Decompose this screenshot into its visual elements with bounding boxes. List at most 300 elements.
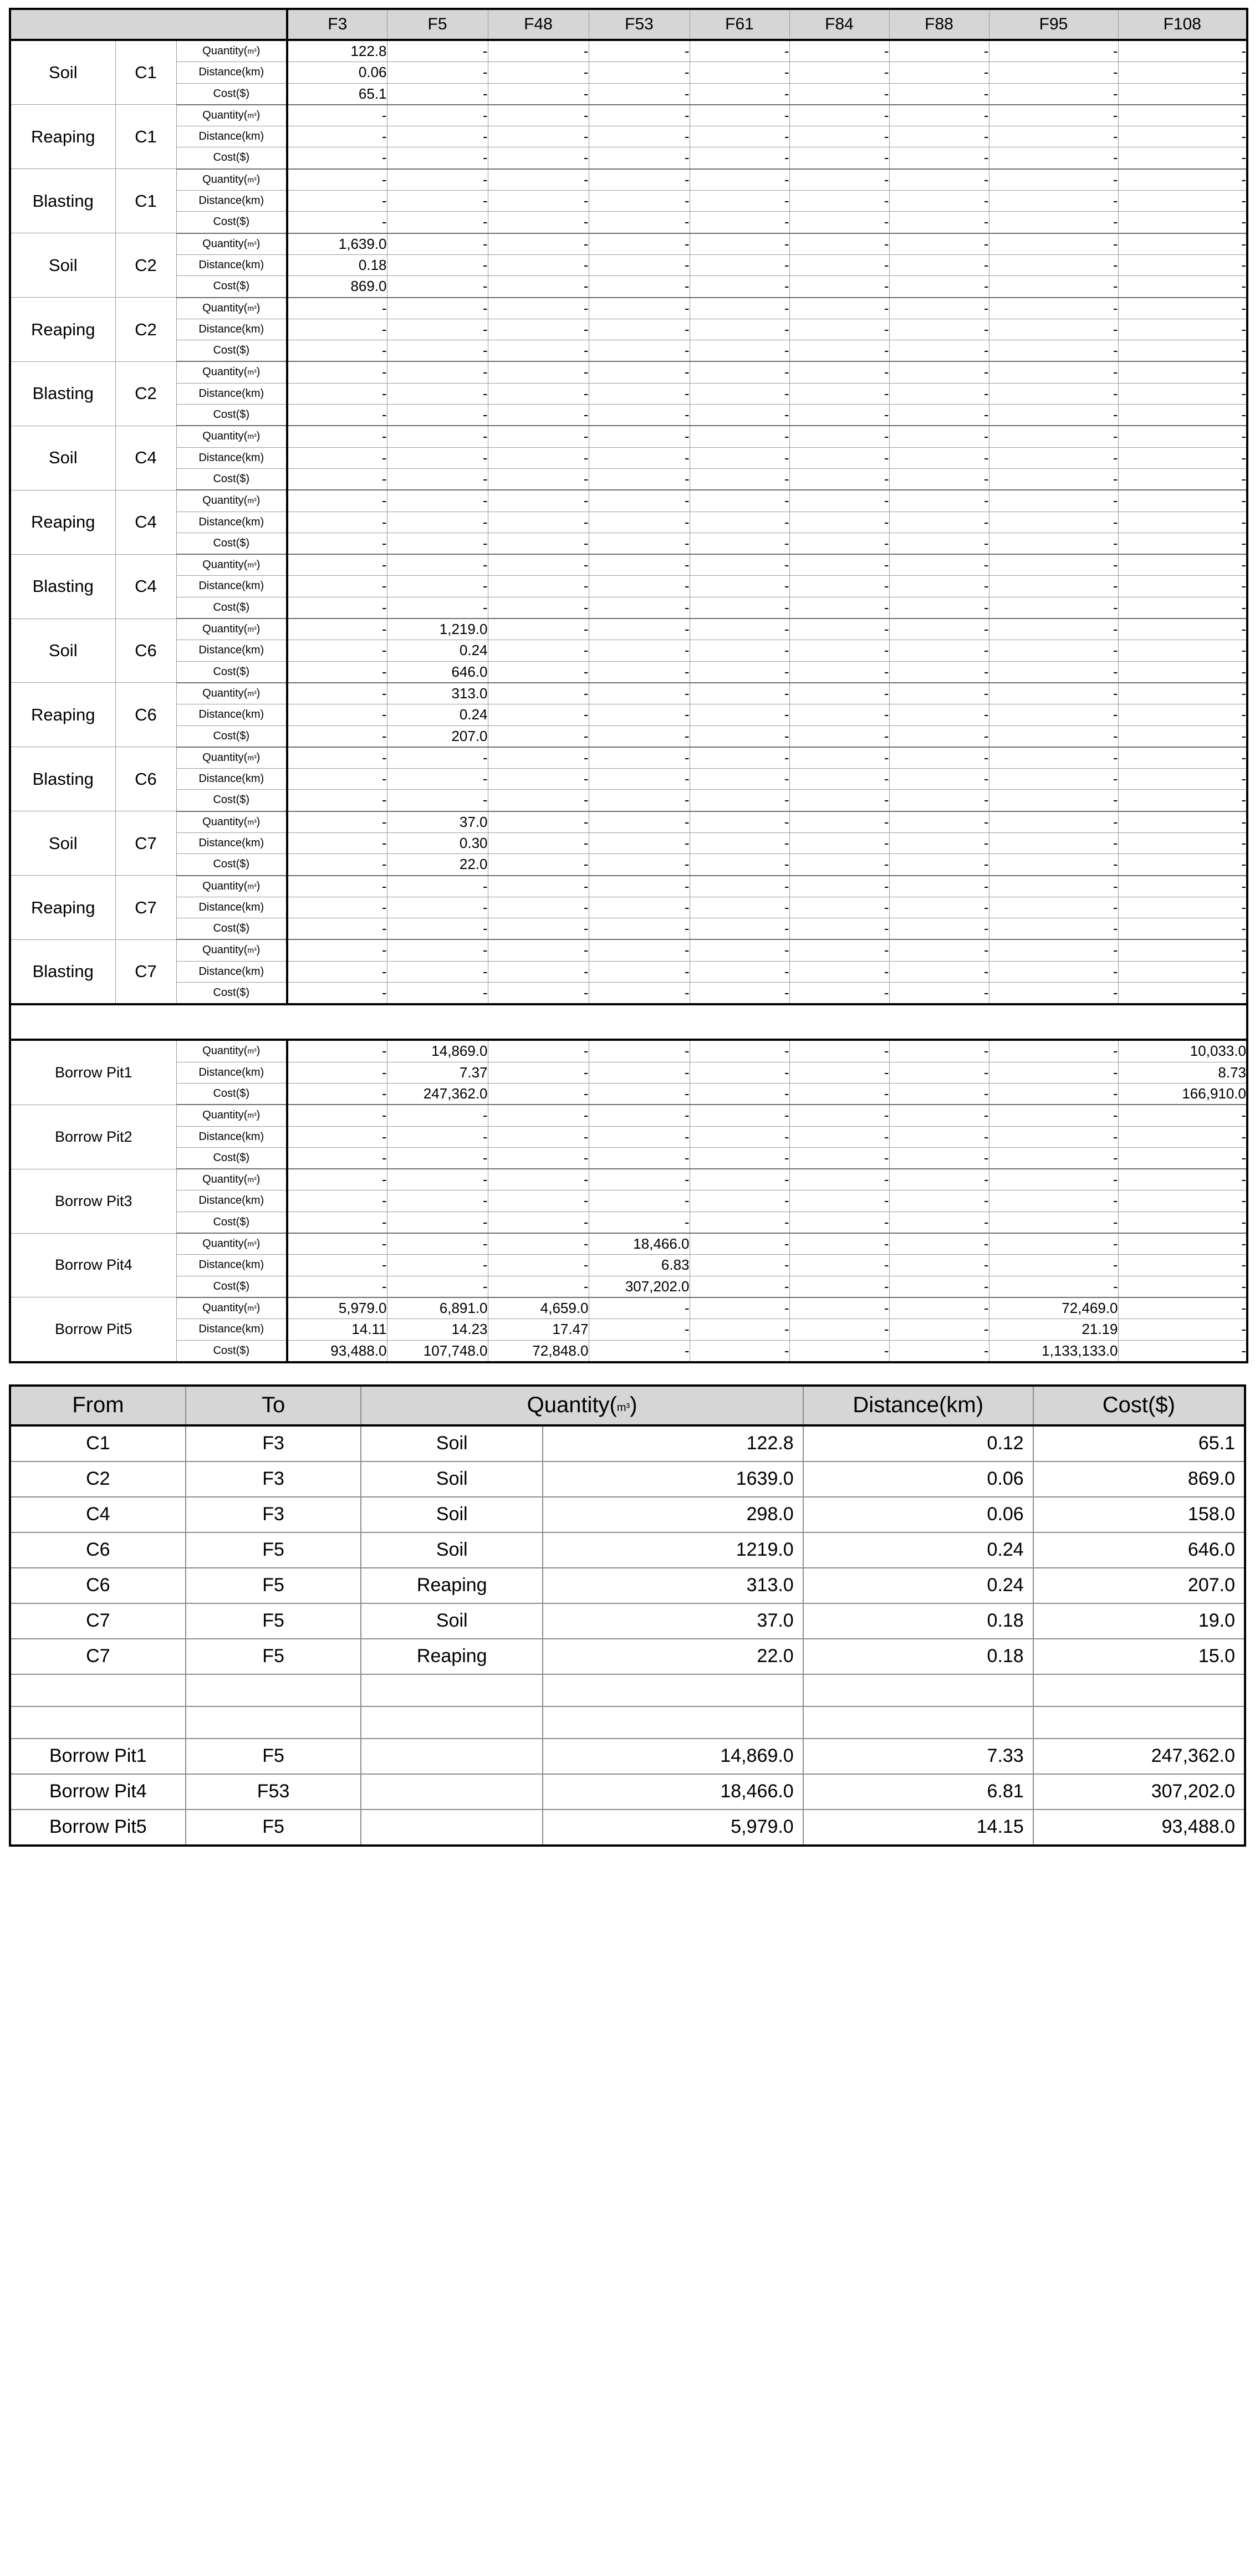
matrix-cell-f53: -	[589, 298, 690, 319]
matrix-row	[10, 1340, 1247, 1362]
matrix-cell-f3: 0.06	[287, 62, 387, 83]
matrix-cell-f88: -	[889, 939, 989, 961]
matrix-cell-f95: -	[989, 983, 1118, 1005]
matrix-cell-f48: -	[488, 747, 589, 769]
matrix-cell-f53: 307,202.0	[589, 1276, 690, 1297]
matrix-cell-f61: -	[690, 832, 789, 853]
matrix-header	[10, 9, 1247, 40]
matrix-cell-f95: -	[989, 1276, 1118, 1297]
summary-cell-material: Soil	[361, 1425, 543, 1461]
matrix-row	[10, 1169, 1247, 1190]
borrow-pit-name-cell: Borrow Pit3	[10, 1169, 176, 1233]
summary-row	[10, 1674, 1245, 1706]
matrix-cell-f53: -	[589, 361, 690, 383]
borrow-pit-name-cell: Borrow Pit2	[10, 1105, 176, 1169]
matrix-cell-f95: -	[989, 725, 1118, 747]
matrix-cell-f108: -	[1118, 1212, 1247, 1233]
matrix-cell-f108: 10,033.0	[1118, 1040, 1247, 1062]
matrix-cell-f88: -	[889, 1147, 989, 1169]
matrix-cell-f61: -	[690, 790, 789, 811]
matrix-cell-f5: -	[387, 533, 488, 554]
metric-label-distance: Distance(km)	[176, 126, 287, 147]
quantity-text: Quantity(	[202, 301, 248, 314]
matrix-cell-f53: -	[589, 405, 690, 426]
matrix-cell-f95: -	[989, 640, 1118, 661]
matrix-cell-f3: -	[287, 490, 387, 512]
quantity-close: )	[256, 109, 261, 121]
matrix-cell-f53: -	[589, 40, 690, 62]
quantity-close: )	[256, 944, 261, 957]
matrix-cell-f84: -	[789, 383, 889, 404]
matrix-cell-f84: -	[789, 704, 889, 725]
matrix-cell-f5: -	[387, 468, 488, 490]
matrix-row	[10, 1233, 1247, 1255]
matrix-cell-f48: -	[488, 468, 589, 490]
quantity-close: )	[256, 687, 261, 699]
matrix-cell-f108: -	[1118, 276, 1247, 298]
metric-label-quantity	[176, 811, 287, 833]
matrix-cell-f3: 93,488.0	[287, 1340, 387, 1362]
matrix-cell-f95: 21.19	[989, 1319, 1118, 1340]
summary-cell-distance: 14.15	[803, 1810, 1033, 1846]
matrix-cell-f61: -	[690, 769, 789, 790]
summary-header-row	[10, 1386, 1245, 1425]
table-gap-spacer	[9, 1363, 1246, 1379]
matrix-cell-f3: -	[287, 169, 387, 191]
matrix-cell-f53: -	[589, 276, 690, 298]
matrix-cell-f53: -	[589, 1297, 690, 1319]
metric-label-quantity	[176, 939, 287, 961]
matrix-cell-f3: -	[287, 554, 387, 576]
matrix-cell-f95: -	[989, 105, 1118, 126]
quantity-text: Quantity(	[202, 751, 248, 764]
matrix-cell-f5: -	[387, 983, 488, 1005]
summary-cell-from: C7	[10, 1603, 186, 1639]
matrix-cell-f84: -	[789, 191, 889, 212]
matrix-cell-f108: -	[1118, 1169, 1247, 1190]
quantity-text: Quantity(	[202, 430, 248, 443]
matrix-row	[10, 1147, 1247, 1169]
matrix-cell-f53: -	[589, 661, 690, 683]
matrix-cell-f48: -	[488, 147, 589, 169]
matrix-cell-f95: -	[989, 1233, 1118, 1255]
metric-label-quantity	[176, 105, 287, 126]
matrix-cell-f84: -	[789, 298, 889, 319]
quantity-unit: m³	[247, 1239, 257, 1249]
quantity-close: )	[256, 1173, 261, 1186]
matrix-cell-f48: -	[488, 254, 589, 275]
metric-label-cost: Cost($)	[176, 597, 287, 619]
matrix-cell-f61: -	[690, 1190, 789, 1212]
matrix-cell-f5: -	[387, 447, 488, 468]
matrix-cell-f53: -	[589, 1169, 690, 1190]
matrix-cell-f95: -	[989, 512, 1118, 533]
metric-label-quantity	[176, 1040, 287, 1062]
matrix-row	[10, 597, 1247, 619]
matrix-cell-f48: 4,659.0	[488, 1297, 589, 1319]
matrix-cell-f3: 0.18	[287, 254, 387, 275]
matrix-row	[10, 576, 1247, 597]
matrix-cell-f48: -	[488, 939, 589, 961]
metric-label-distance: Distance(km)	[176, 769, 287, 790]
matrix-cell-f84: -	[789, 361, 889, 383]
matrix-cell-f48: -	[488, 512, 589, 533]
cut-code-cell: C7	[115, 811, 176, 876]
matrix-cell-f5: 22.0	[387, 854, 488, 876]
matrix-cell-f61: -	[690, 169, 789, 191]
quantity-unit: m³	[247, 688, 257, 698]
matrix-cell-f48: -	[488, 811, 589, 833]
matrix-cell-f84: -	[789, 1147, 889, 1169]
matrix-cell-f108: -	[1118, 619, 1247, 640]
matrix-cell-f88: -	[889, 832, 989, 853]
matrix-cell-f108: -	[1118, 640, 1247, 661]
matrix-cell-f88: -	[889, 554, 989, 576]
matrix-cell-f84: -	[789, 876, 889, 897]
matrix-cell-f3: -	[287, 1276, 387, 1297]
quantity-unit: m³	[247, 239, 257, 248]
quantity-text: Quantity(	[202, 623, 248, 636]
summary-cell-quantity: 1219.0	[543, 1532, 803, 1568]
matrix-cell-f61: -	[690, 939, 789, 961]
matrix-cell-f48: -	[488, 704, 589, 725]
metric-label-cost: Cost($)	[176, 725, 287, 747]
metric-label-distance: Distance(km)	[176, 1319, 287, 1340]
quantity-text: Quantity(	[202, 1238, 248, 1250]
quantity-unit: m³	[247, 110, 257, 120]
matrix-cell-f84: -	[789, 1276, 889, 1297]
matrix-row	[10, 1126, 1247, 1147]
matrix-cell-f88: -	[889, 1083, 989, 1105]
matrix-cell-f53: -	[589, 897, 690, 918]
matrix-cell-f48: -	[488, 40, 589, 62]
quantity-unit: m³	[247, 1046, 257, 1056]
quantity-text: Quantity(	[202, 1045, 248, 1057]
summary-cell-distance	[803, 1674, 1033, 1706]
matrix-cell-f5: 107,748.0	[387, 1340, 488, 1362]
matrix-cell-f48: -	[488, 1040, 589, 1062]
matrix-cell-f95: -	[989, 1147, 1118, 1169]
metric-label-distance: Distance(km)	[176, 383, 287, 404]
quantity-text: Quantity(	[202, 815, 248, 828]
matrix-cell-f61: -	[690, 554, 789, 576]
matrix-cell-f53: -	[589, 233, 690, 255]
matrix-cell-f53: 18,466.0	[589, 1233, 690, 1255]
summary-cell-material	[361, 1739, 543, 1774]
matrix-cell-f53: -	[589, 704, 690, 725]
quantity-unit: m³	[247, 496, 257, 505]
activity-name-cell: Reaping	[10, 876, 115, 940]
matrix-cell-f48: -	[488, 769, 589, 790]
matrix-cell-f48: -	[488, 105, 589, 126]
matrix-cell-f3: -	[287, 340, 387, 362]
matrix-cell-f88: -	[889, 619, 989, 640]
matrix-row	[10, 62, 1247, 83]
matrix-cell-f48: -	[488, 1147, 589, 1169]
matrix-row	[10, 683, 1247, 704]
cut-code-cell: C1	[115, 105, 176, 169]
matrix-cell-f5: 0.24	[387, 640, 488, 661]
matrix-cell-f61: -	[690, 1083, 789, 1105]
summary-cell-cost: 307,202.0	[1033, 1774, 1245, 1810]
matrix-cell-f5: -	[387, 361, 488, 383]
quantity-text: Quantity(	[202, 45, 248, 57]
metric-label-distance: Distance(km)	[176, 897, 287, 918]
matrix-cell-f48: -	[488, 961, 589, 982]
matrix-cell-f53: -	[589, 811, 690, 833]
matrix-cell-f84: -	[789, 426, 889, 447]
matrix-cell-f3: -	[287, 319, 387, 340]
matrix-cell-f5: -	[387, 1126, 488, 1147]
matrix-cell-f5: -	[387, 1255, 488, 1276]
matrix-cell-f5: 0.30	[387, 832, 488, 853]
matrix-cell-f53: -	[589, 319, 690, 340]
matrix-cell-f5: -	[387, 191, 488, 212]
borrow-pit-name-cell: Borrow Pit5	[10, 1297, 176, 1362]
matrix-cell-f88: -	[889, 276, 989, 298]
summary-cell-cost	[1033, 1674, 1245, 1706]
summary-cell-cost: 207.0	[1033, 1568, 1245, 1603]
matrix-cell-f3: -	[287, 918, 387, 940]
matrix-cell-f108: -	[1118, 897, 1247, 918]
matrix-cell-f53: -	[589, 725, 690, 747]
matrix-cell-f3: 869.0	[287, 276, 387, 298]
matrix-cell-f84: -	[789, 661, 889, 683]
matrix-cell-f88: -	[889, 704, 989, 725]
matrix-cell-f95: -	[989, 169, 1118, 191]
metric-label-distance: Distance(km)	[176, 576, 287, 597]
summary-cell-distance: 0.18	[803, 1603, 1033, 1639]
matrix-cell-f108: -	[1118, 83, 1247, 105]
matrix-cell-f61: -	[690, 661, 789, 683]
quantity-unit: m³	[247, 175, 257, 184]
matrix-cell-f84: -	[789, 319, 889, 340]
cut-code-cell: C6	[115, 747, 176, 811]
quantity-close: )	[256, 237, 261, 250]
matrix-cell-f3: -	[287, 447, 387, 468]
matrix-cell-f53: -	[589, 533, 690, 554]
matrix-cell-f3: -	[287, 661, 387, 683]
matrix-cell-f3: -	[287, 1062, 387, 1083]
matrix-cell-f95: -	[989, 619, 1118, 640]
matrix-cell-f48: -	[488, 126, 589, 147]
matrix-row	[10, 319, 1247, 340]
matrix-cell-f3: -	[287, 876, 387, 897]
matrix-cell-f48: -	[488, 426, 589, 447]
cut-code-cell: C1	[115, 40, 176, 105]
summary-cell-distance: 0.06	[803, 1497, 1033, 1532]
matrix-cell-f95: -	[989, 939, 1118, 961]
summary-row	[10, 1810, 1245, 1846]
matrix-cell-f84: -	[789, 1340, 889, 1362]
matrix-cell-f84: -	[789, 769, 889, 790]
summary-col-cost: Cost($)	[1033, 1386, 1245, 1425]
matrix-cell-f84: -	[789, 147, 889, 169]
matrix-cell-f88: -	[889, 254, 989, 275]
matrix-row	[10, 854, 1247, 876]
matrix-cell-f53: -	[589, 212, 690, 233]
matrix-cell-f108: -	[1118, 1126, 1247, 1147]
matrix-cell-f61: -	[690, 640, 789, 661]
matrix-cell-f48: -	[488, 447, 589, 468]
matrix-row	[10, 361, 1247, 383]
matrix-cell-f5: -	[387, 1147, 488, 1169]
summary-cell-distance: 6.81	[803, 1774, 1033, 1810]
quantity-unit: m³	[247, 432, 257, 441]
quantity-unit: m³	[247, 47, 257, 55]
summary-header	[10, 1386, 1245, 1425]
matrix-cell-f84: -	[789, 683, 889, 704]
matrix-cell-f53: -	[589, 1105, 690, 1126]
matrix-cell-f108: 166,910.0	[1118, 1083, 1247, 1105]
matrix-cell-f84: -	[789, 1297, 889, 1319]
summary-cell-from: Borrow Pit5	[10, 1810, 186, 1846]
quantity-close: )	[256, 815, 261, 828]
summary-cell-cost	[1033, 1706, 1245, 1739]
summary-cell-quantity: 22.0	[543, 1639, 803, 1674]
matrix-cell-f48: -	[488, 1276, 589, 1297]
matrix-cell-f95: -	[989, 1083, 1118, 1105]
matrix-cell-f48: 72,848.0	[488, 1340, 589, 1362]
matrix-cell-f48: -	[488, 661, 589, 683]
summary-cell-cost: 15.0	[1033, 1639, 1245, 1674]
summary-cell-quantity: 37.0	[543, 1603, 803, 1639]
matrix-cell-f3: -	[287, 1190, 387, 1212]
matrix-cell-f48: -	[488, 490, 589, 512]
matrix-cell-f95: -	[989, 191, 1118, 212]
matrix-cell-f95: -	[989, 854, 1118, 876]
summary-cell-material: Reaping	[361, 1568, 543, 1603]
quantity-text: Quantity(	[202, 366, 248, 379]
matrix-cell-f84: -	[789, 468, 889, 490]
matrix-cell-f48: -	[488, 62, 589, 83]
matrix-cell-f88: -	[889, 725, 989, 747]
matrix-cell-f84: -	[789, 83, 889, 105]
matrix-cell-f84: -	[789, 105, 889, 126]
matrix-cell-f5: 6,891.0	[387, 1297, 488, 1319]
matrix-cell-f5: -	[387, 897, 488, 918]
matrix-cell-f48: -	[488, 619, 589, 640]
matrix-cell-f84: -	[789, 40, 889, 62]
quantity-close: )	[256, 173, 261, 186]
matrix-cell-f5: -	[387, 1212, 488, 1233]
cut-code-cell: C6	[115, 619, 176, 683]
quantity-unit: m³	[247, 753, 257, 762]
matrix-cell-f5: -	[387, 512, 488, 533]
matrix-col-header-f5: F5	[387, 9, 488, 40]
matrix-cell-f53: -	[589, 1190, 690, 1212]
summary-cell-distance	[803, 1706, 1033, 1739]
matrix-cell-f88: -	[889, 512, 989, 533]
matrix-cell-f95: 72,469.0	[989, 1297, 1118, 1319]
matrix-row	[10, 1105, 1247, 1126]
summary-cell-distance: 0.18	[803, 1639, 1033, 1674]
matrix-cell-f5: -	[387, 126, 488, 147]
matrix-cell-f84: -	[789, 405, 889, 426]
matrix-row	[10, 939, 1247, 961]
matrix-cell-f95: -	[989, 832, 1118, 853]
matrix-body	[10, 40, 1247, 1362]
matrix-cell-f5: 207.0	[387, 725, 488, 747]
matrix-cell-f61: -	[690, 961, 789, 982]
matrix-cell-f61: -	[690, 983, 789, 1005]
metric-label-quantity	[176, 1297, 287, 1319]
matrix-cell-f5: -	[387, 169, 488, 191]
quantity-unit: m³	[247, 1175, 257, 1184]
activity-name-cell: Blasting	[10, 361, 115, 426]
cut-code-cell: C4	[115, 426, 176, 490]
matrix-cell-f95: -	[989, 340, 1118, 362]
matrix-cell-f48: -	[488, 298, 589, 319]
summary-cell-quantity: 122.8	[543, 1425, 803, 1461]
matrix-row	[10, 426, 1247, 447]
matrix-col-header-f48: F48	[488, 9, 589, 40]
matrix-cell-f88: -	[889, 1233, 989, 1255]
quantity-close: )	[256, 880, 261, 892]
matrix-cell-f53: 6.83	[589, 1255, 690, 1276]
matrix-cell-f108: -	[1118, 147, 1247, 169]
metric-label-distance: Distance(km)	[176, 254, 287, 275]
matrix-cell-f88: -	[889, 961, 989, 982]
matrix-cell-f108: -	[1118, 233, 1247, 255]
metric-label-distance: Distance(km)	[176, 832, 287, 853]
matrix-cell-f84: -	[789, 254, 889, 275]
matrix-cell-f48: -	[488, 790, 589, 811]
matrix-cell-f88: -	[889, 640, 989, 661]
matrix-cell-f48: 17.47	[488, 1319, 589, 1340]
summary-quantity-close: )	[630, 1393, 637, 1418]
metric-label-cost: Cost($)	[176, 468, 287, 490]
matrix-cell-f108: -	[1118, 961, 1247, 982]
matrix-cell-f95: -	[989, 790, 1118, 811]
matrix-cell-f5: -	[387, 405, 488, 426]
matrix-cell-f48: -	[488, 854, 589, 876]
matrix-cell-f53: -	[589, 683, 690, 704]
matrix-cell-f53: -	[589, 1340, 690, 1362]
summary-cell-cost: 247,362.0	[1033, 1739, 1245, 1774]
matrix-cell-f88: -	[889, 1212, 989, 1233]
metric-label-quantity	[176, 233, 287, 255]
matrix-cell-f5: -	[387, 426, 488, 447]
matrix-cell-f3: -	[287, 361, 387, 383]
matrix-cell-f5: -	[387, 276, 488, 298]
matrix-cell-f88: -	[889, 191, 989, 212]
matrix-section-spacer-cell	[10, 1004, 1247, 1040]
matrix-cell-f3: -	[287, 105, 387, 126]
matrix-cell-f84: -	[789, 790, 889, 811]
matrix-cell-f108: -	[1118, 1233, 1247, 1255]
quantity-close: )	[256, 494, 261, 507]
matrix-cell-f88: -	[889, 1040, 989, 1062]
matrix-cell-f5: -	[387, 83, 488, 105]
matrix-row	[10, 1255, 1247, 1276]
matrix-cell-f48: -	[488, 319, 589, 340]
matrix-cell-f3: -	[287, 512, 387, 533]
matrix-cell-f88: -	[889, 468, 989, 490]
matrix-row	[10, 83, 1247, 105]
summary-cell-to	[186, 1674, 361, 1706]
metric-label-quantity	[176, 298, 287, 319]
summary-cell-quantity: 18,466.0	[543, 1774, 803, 1810]
matrix-cell-f48: -	[488, 897, 589, 918]
matrix-cell-f88: -	[889, 854, 989, 876]
matrix-cell-f48: -	[488, 640, 589, 661]
activity-name-cell: Soil	[10, 426, 115, 490]
matrix-cell-f53: -	[589, 576, 690, 597]
matrix-cell-f3: 65.1	[287, 83, 387, 105]
summary-cell-distance: 0.24	[803, 1532, 1033, 1568]
matrix-cell-f5: -	[387, 1169, 488, 1190]
